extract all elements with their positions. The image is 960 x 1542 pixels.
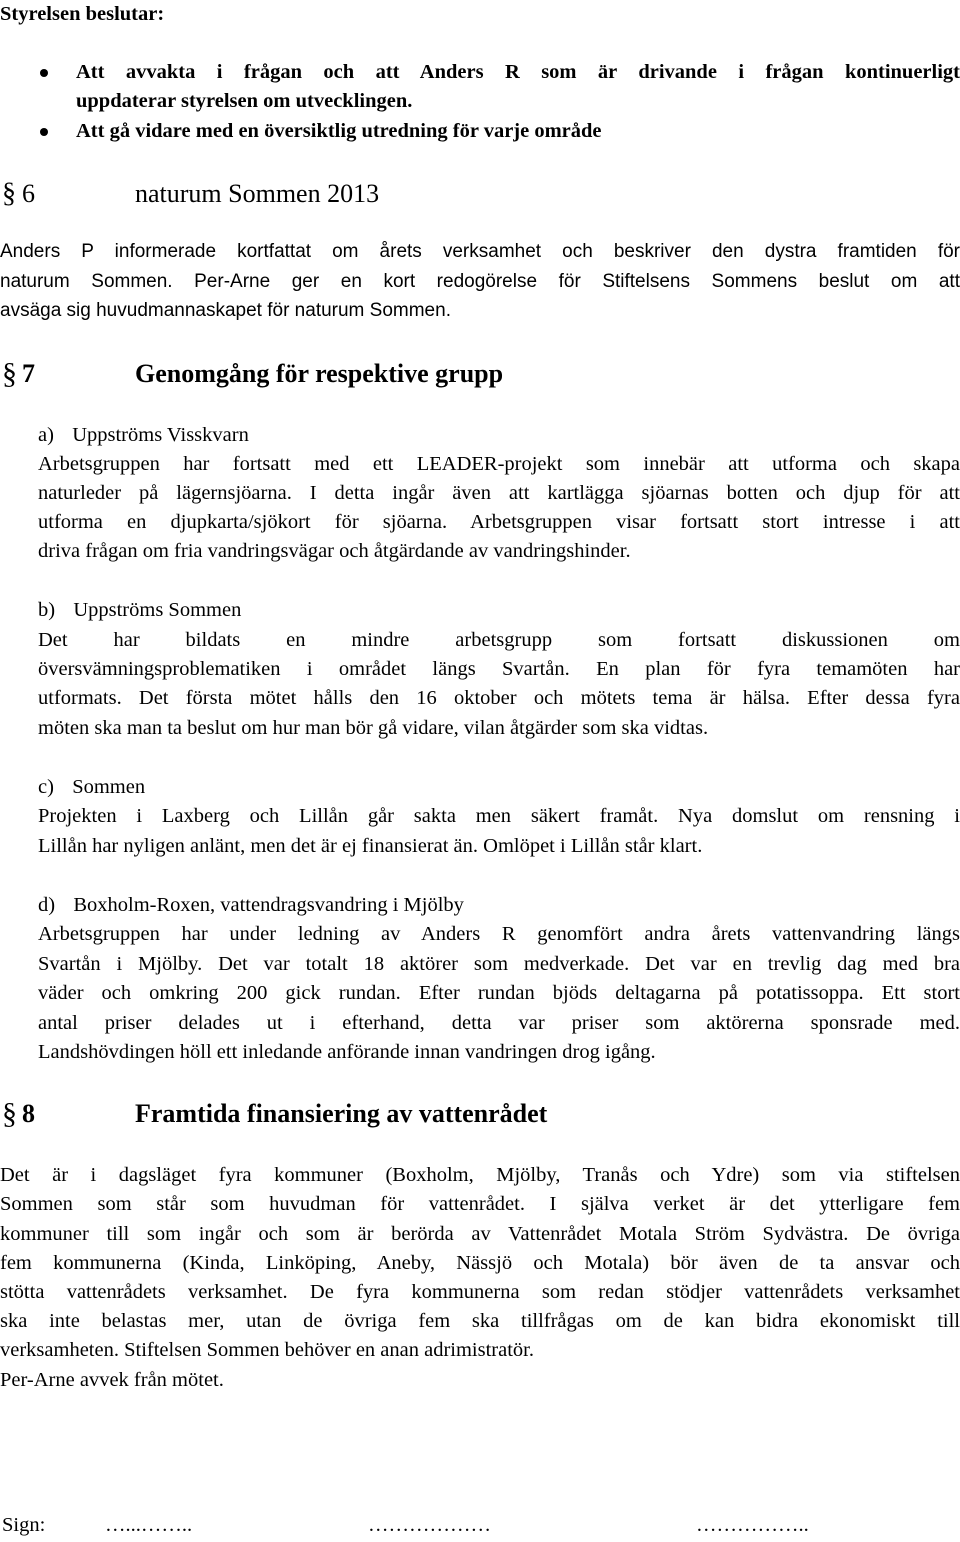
- group-b-line: Det har bildats en mindre arbetsgrupp som fortsatt diskussionen om: [38, 629, 960, 651]
- section-6-line: Anders P informerade kortfattat om årets verksamhet och beskriver den dystra framtiden för: [0, 241, 960, 262]
- closing-note: Per-Arne avvek från mötet.: [0, 1369, 224, 1391]
- section-symbol: §: [2, 178, 16, 209]
- section-title: Framtida finansiering av vattenrådet: [135, 1099, 548, 1128]
- group-d-line: antal priser delades ut i efterhand, detta var priser som aktörerna sponsrade med.: [38, 1012, 960, 1034]
- group-d-line: Arbetsgruppen har under ledning av Anders R genomfört andra årets vattenvandring längs: [38, 923, 960, 945]
- section-number: 6: [22, 179, 35, 208]
- signature-field: ………………: [368, 1514, 491, 1536]
- group-a-line: Arbetsgruppen har fortsatt med ett LEADER-projekt som innebär att utforma och skapa: [38, 453, 960, 475]
- section-8-line: fem kommunerna (Kinda, Linköping, Aneby, Nässjö och Motala) bör även de ta ansvar och: [0, 1252, 960, 1274]
- group-name: Uppströms Visskvarn: [72, 424, 249, 446]
- group-label: c): [38, 776, 54, 798]
- section-8-heading: [0, 1094, 960, 1134]
- group-d-line: väder och omkring 200 gick rundan. Efter rundan bjöds deltagarna på potatissoppa. Ett stort: [38, 982, 960, 1004]
- group-c-line: Lillån har nyligen anlänt, men det är ej finansierat än. Omlöpet i Lillån står klart.: [38, 835, 703, 857]
- group-label: d): [38, 894, 56, 916]
- group-b-line: utformats. Det första mötet hålls den 16 oktober och mötets tema är hälsa. Efter dessa fyra: [38, 687, 960, 709]
- decision-line: Att gå vidare med en översiktlig utredning för varje område: [76, 120, 602, 142]
- signature-field: ……………..: [696, 1514, 809, 1536]
- decisions-heading: Styrelsen beslutar:: [0, 3, 165, 25]
- group-b-line: översvämningsproblematiken i området längs Svartån. En plan för fyra temamöten har: [38, 658, 960, 680]
- group-b-line: möten ska man ta beslut om hur man bör gå vidare, vilan åtgärder som ska vidtas.: [38, 717, 709, 739]
- section-8-line: Det är i dagsläget fyra kommuner (Boxholm, Mjölby, Tranås och Ydre) som via stiftelsen: [0, 1164, 960, 1186]
- group-a-heading: [38, 421, 960, 450]
- group-a-line: utforma en djupkarta/sjökort för sjöarna. Arbetsgruppen visar fortsatt stort intresse i att: [38, 511, 960, 533]
- section-number: 7: [22, 359, 35, 388]
- section-8-line: stötta vattenrådets verksamhet. De fyra kommunerna som redan stödjer vattenrådets verksamhet: [0, 1281, 960, 1303]
- group-name: Uppströms Sommen: [73, 599, 242, 621]
- group-d-line: Landshövdingen höll ett inledande anförande innan vandringen drog igång.: [38, 1041, 656, 1063]
- section-8-line: ska inte belastas mer, utan de övriga fem ska tillfrågas om de kan bidra ekonomiskt till: [0, 1310, 960, 1332]
- section-8-line: verksamheten. Stiftelsen Sommen behöver en anan adrimistratör.: [0, 1339, 534, 1361]
- group-c-heading: [38, 773, 960, 802]
- section-title: naturum Sommen 2013: [135, 179, 380, 208]
- group-a-line: naturleder på lägernsjöarna. I detta ingår även att kartlägga sjöarnas botten och djup för att: [38, 482, 960, 504]
- group-a-line: driva frågan om fria vandringsvägar och åtgärdande av vandringshinder.: [38, 540, 631, 562]
- section-6-line: avsäga sig huvudmannaskapet för naturum Sommen.: [0, 300, 451, 321]
- group-label: a): [38, 424, 54, 446]
- section-symbol: §: [2, 1097, 17, 1130]
- section-6-line: naturum Sommen. Per-Arne ger en kort redogörelse för Stiftelsens Sommens beslut om att: [0, 271, 960, 292]
- group-d-heading: [38, 891, 960, 920]
- section-symbol: §: [2, 357, 17, 390]
- group-label: b): [38, 599, 56, 621]
- decision-line: uppdaterar styrelsen om utvecklingen.: [76, 90, 413, 112]
- bullet-icon: [40, 69, 48, 77]
- decision-line: Att avvakta i frågan och att Anders R som är drivande i frågan kontinuerligt: [76, 61, 960, 83]
- section-6-heading: [0, 174, 960, 214]
- group-name: Sommen: [72, 776, 146, 798]
- group-c-line: Projekten i Laxberg och Lillån går sakta men säkert framåt. Nya domslut om rensning i: [38, 805, 960, 827]
- bullet-icon: [40, 128, 48, 136]
- section-number: 8: [22, 1099, 35, 1128]
- section-7-heading: [0, 354, 960, 394]
- section-title: Genomgång för respektive grupp: [135, 359, 504, 388]
- group-b-heading: [38, 596, 960, 625]
- section-8-line: kommuner till som ingår och som är berörda av Vattenrådet Motala Ström Sydvästra. De övriga: [0, 1223, 960, 1245]
- group-d-line: Svartån i Mjölby. Det var totalt 18 aktörer som medverkade. Det var en trevlig dag med bra: [38, 953, 960, 975]
- signature-field: …...……..: [105, 1514, 193, 1536]
- signature-label: Sign:: [2, 1514, 46, 1536]
- section-8-line: Sommen som står som huvudman för vattenrådet. I själva verket är det ytterligare fem: [0, 1193, 960, 1215]
- group-name: Boxholm-Roxen, vattendragsvandring i Mjölby: [73, 894, 464, 916]
